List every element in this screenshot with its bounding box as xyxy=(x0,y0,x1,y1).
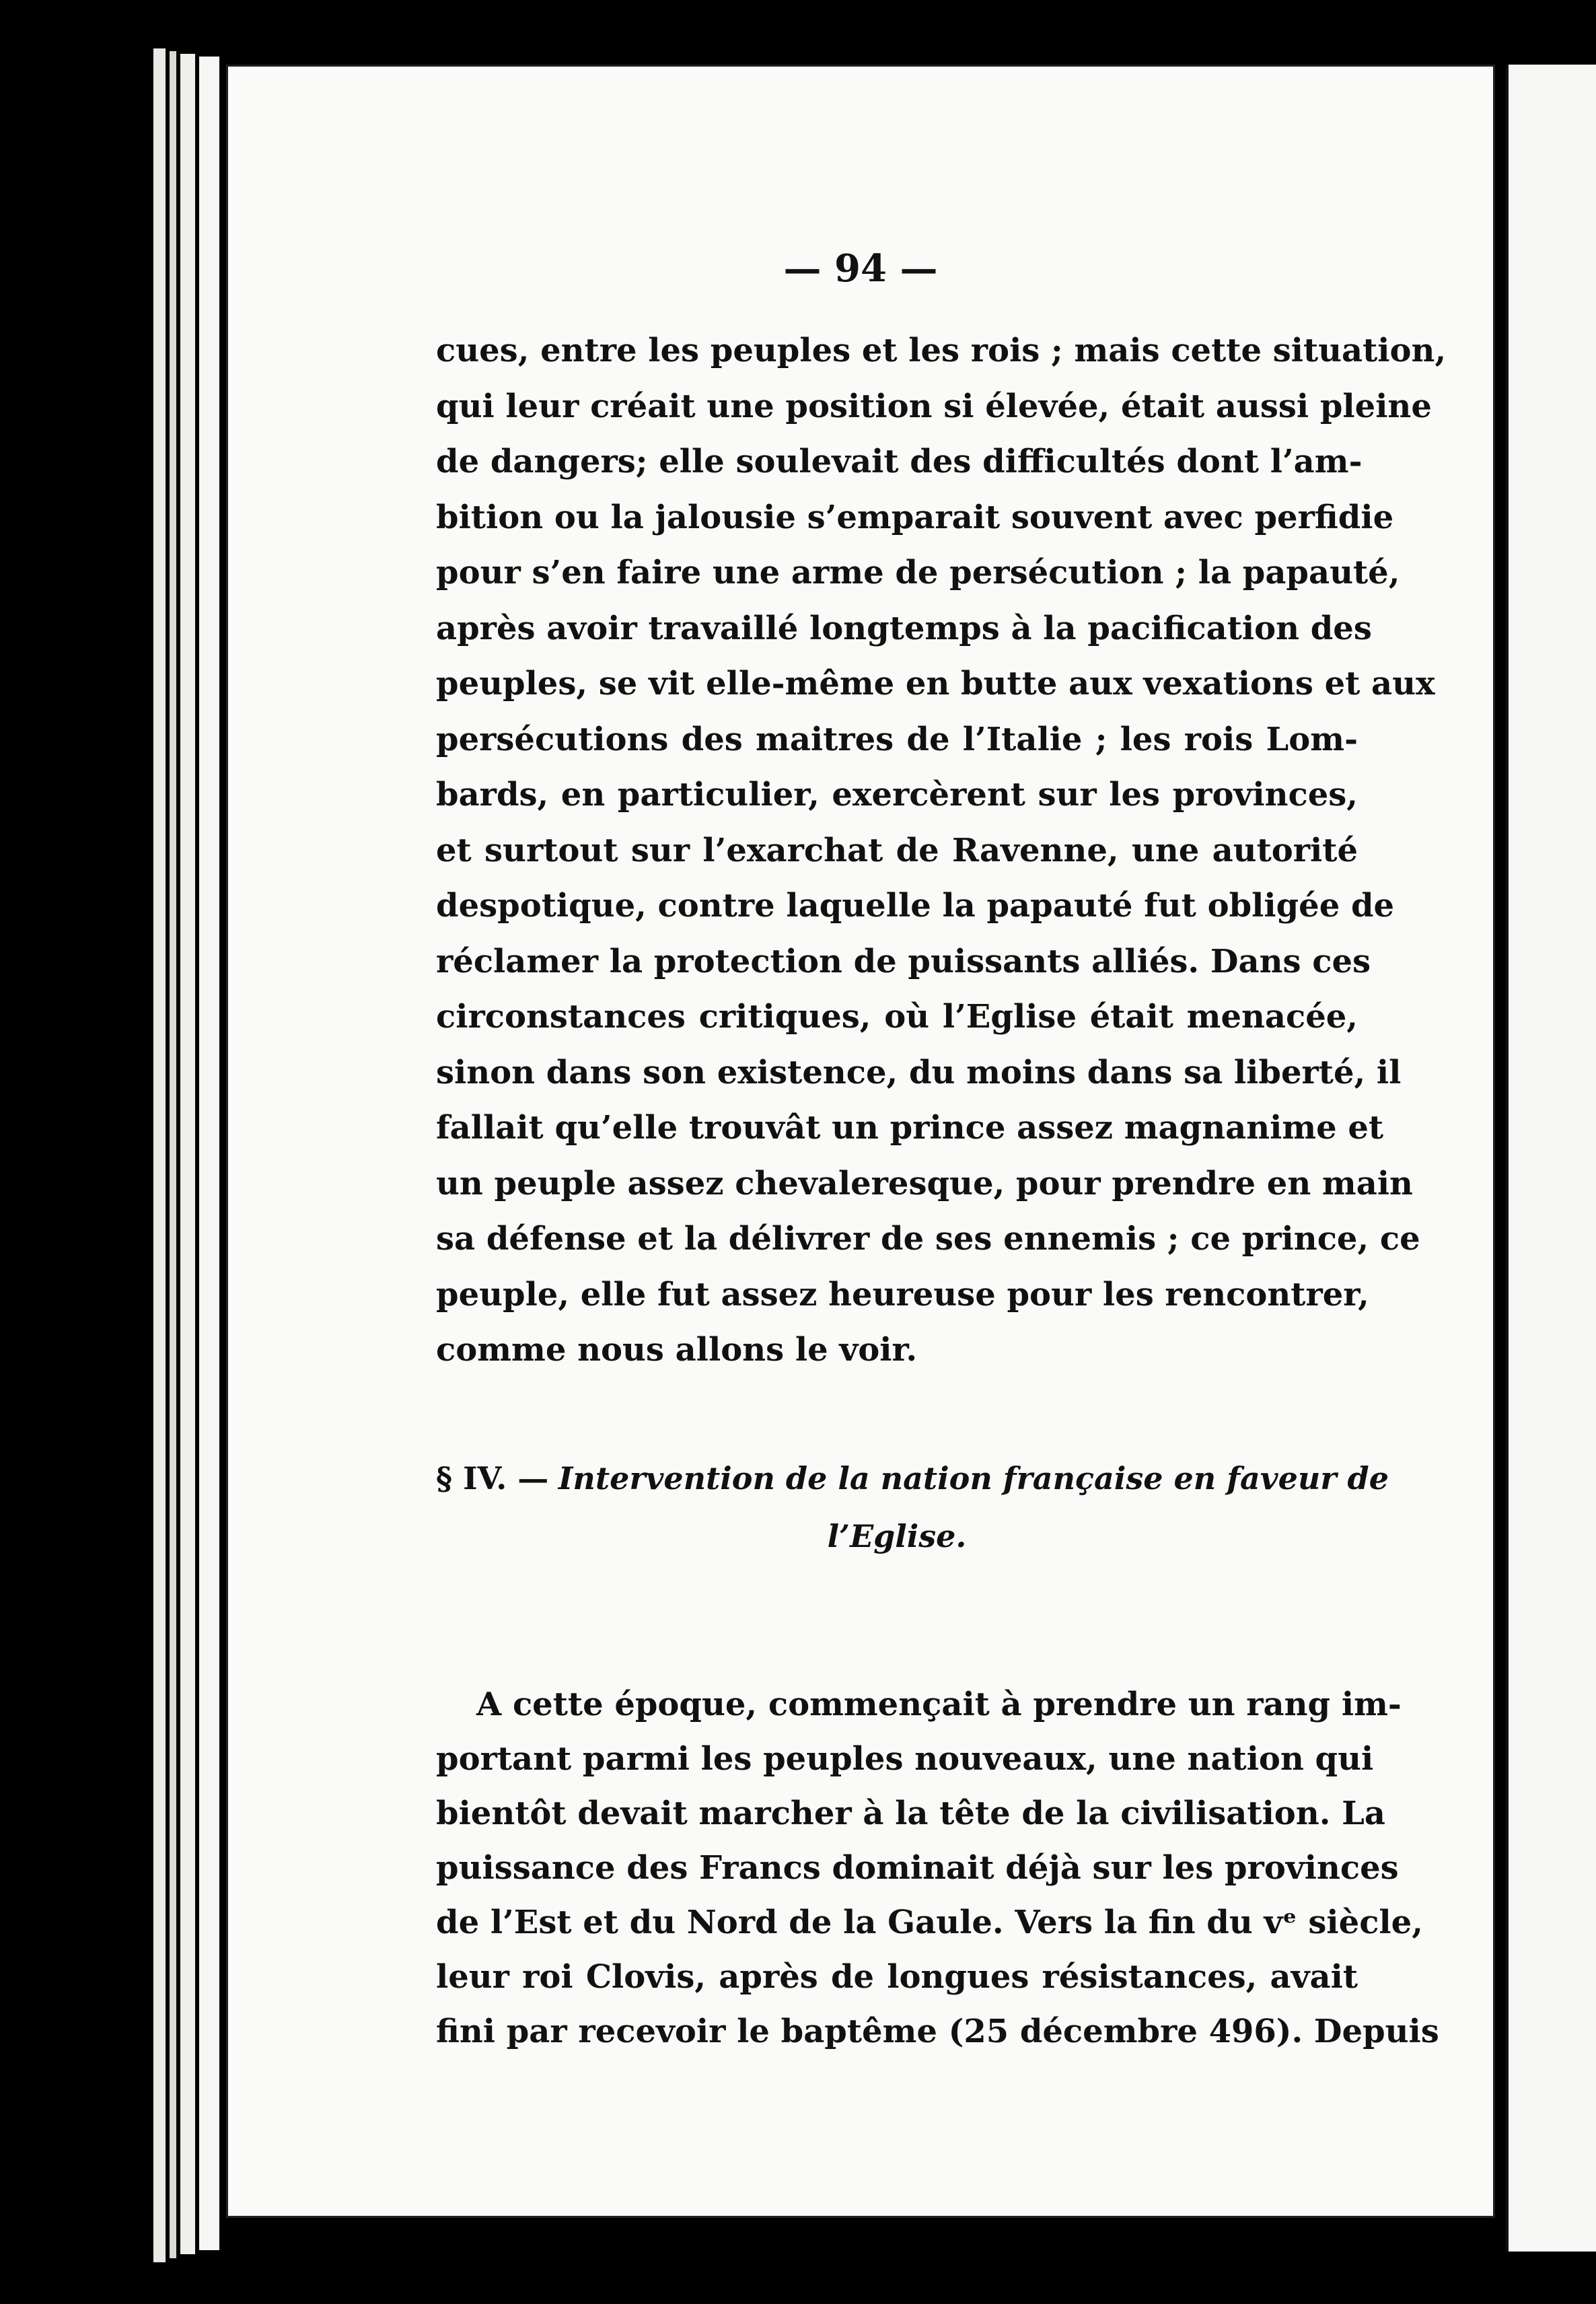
section-title: Intervention de la nation française en faveur de xyxy=(558,1460,1389,1497)
text-line: et surtout sur l’exarchat de Ravenne, une autorité xyxy=(436,831,1358,869)
text-line: fallait qu’elle trouvât un prince assez magnanime et xyxy=(436,1109,1384,1147)
section-heading xyxy=(436,1449,1389,1565)
text-line: de dangers; elle soulevait des difficultés dont l’am- xyxy=(436,443,1363,480)
text-line: bition ou la jalousie s’emparait souvent avec perfidie xyxy=(436,498,1394,536)
text-line: pour s’en faire une arme de persécution ; la papauté, xyxy=(436,554,1400,591)
text-line: un peuple assez chevaleresque, pour prendre en main xyxy=(436,1164,1413,1202)
section-number: § IV. — xyxy=(436,1460,549,1497)
page-edge xyxy=(153,48,166,2262)
text-line: peuple, elle fut assez heureuse pour les rencontrer, xyxy=(436,1275,1369,1313)
text-line: circonstances critiques, où l’Eglise était menacée, xyxy=(436,998,1358,1036)
text-line: comme nous allons le voir. xyxy=(436,1331,918,1369)
text-line: de l’Est et du Nord de la Gaule. Vers la fin du vᵉ siècle, xyxy=(436,1904,1423,1941)
page-edge xyxy=(170,51,176,2258)
heading-line-1 xyxy=(436,1449,1389,1507)
book-page xyxy=(226,65,1495,2218)
text-line: sa défense et la délivrer de ses ennemis ; ce prince, ce xyxy=(436,1220,1420,1258)
text-line: réclamer la protection de puissants alliés. Dans ces xyxy=(436,942,1371,980)
adjacent-page-edge xyxy=(1506,65,1596,2252)
text-line: puissance des Francs dominait déjà sur les provinces xyxy=(436,1849,1399,1887)
text-line: persécutions des maitres de l’Italie ; les rois Lom- xyxy=(436,720,1358,758)
text-line: après avoir travaillé longtemps à la pacification des xyxy=(436,609,1372,647)
text-line: portant parmi les peuples nouveaux, une nation qui xyxy=(436,1740,1374,1778)
page-edge xyxy=(180,54,195,2254)
text-line: despotique, contre laquelle la papauté fut obligée de xyxy=(436,887,1395,925)
text-line: bards, en particulier, exercèrent sur les provinces, xyxy=(436,776,1358,814)
paragraph-2 xyxy=(436,1677,1439,2058)
text-line: peuples, se vit elle-même en butte aux vexations et aux xyxy=(436,665,1435,703)
page-number: — 94 — xyxy=(783,246,938,291)
text-line: cues, entre les peuples et les rois ; mais cette situation, xyxy=(436,332,1447,369)
text-line: A cette époque, commençait à prendre un rang im- xyxy=(476,1686,1402,1723)
text-line: bientôt devait marcher à la tête de la civilisation. La xyxy=(436,1795,1385,1832)
text-line: leur roi Clovis, après de longues résistances, avait xyxy=(436,1958,1358,1996)
text-line: fini par recevoir le baptême (25 décembre 496). Depuis xyxy=(436,2013,1439,2050)
paragraph-1 xyxy=(436,323,1447,1378)
section-title-continued: l’Eglise. xyxy=(827,1518,967,1554)
text-line: sinon dans son existence, du moins dans sa liberté, il xyxy=(436,1053,1402,1091)
page-edge xyxy=(199,57,219,2250)
text-line: qui leur créait une position si élevée, était aussi pleine xyxy=(436,387,1432,425)
